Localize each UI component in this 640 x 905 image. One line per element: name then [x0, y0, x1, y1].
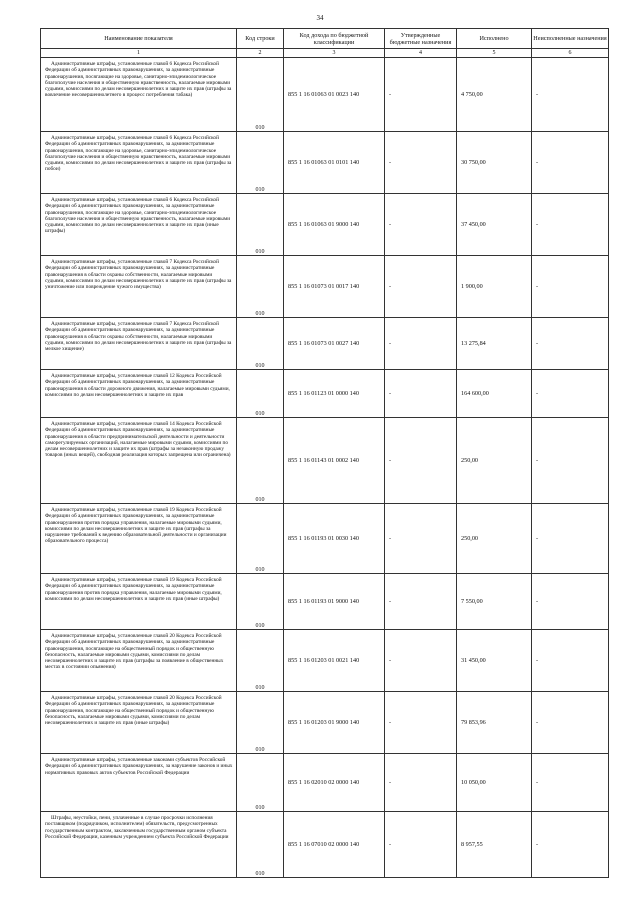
executed-amount: 7 550,00 — [457, 574, 532, 630]
column-number: 3 — [284, 49, 385, 58]
table-row — [41, 418, 609, 504]
table-row — [41, 574, 609, 630]
line-code: 010 — [237, 630, 284, 692]
column-number-row — [41, 49, 609, 58]
income-code: 855 1 16 01203 01 0021 140 — [284, 630, 385, 692]
column-number: 6 — [532, 49, 609, 58]
indicator-name — [41, 630, 237, 692]
line-code: 010 — [237, 58, 284, 132]
approved-amount: - — [385, 256, 457, 318]
unexecuted-amount: - — [532, 692, 609, 754]
income-code: 855 1 16 01063 01 0023 140 — [284, 58, 385, 132]
executed-amount: 250,00 — [457, 418, 532, 504]
approved-amount: - — [385, 418, 457, 504]
line-code: 010 — [237, 574, 284, 630]
indicator-name — [41, 754, 237, 812]
executed-amount: 79 853,96 — [457, 692, 532, 754]
line-code: 010 — [237, 418, 284, 504]
approved-amount: - — [385, 630, 457, 692]
indicator-name-text: Административные штрафы, установленные главой 20 Кодекса Российской Федерации об административных правонарушениях, за административные правонарушения, посягающие на общественный порядок и общественную безопасность, налагаемые мировыми судьями, комиссиями по делам несовершеннолетних и защите их прав (иные штрафы) — [45, 695, 222, 726]
approved-amount: - — [385, 194, 457, 256]
unexecuted-amount: - — [532, 754, 609, 812]
indicator-name — [41, 318, 237, 370]
indicator-name-text: Административные штрафы, установленные главой 6 Кодекса Российской Федерации об административных правонарушениях, за административные правонарушения, посягающие на здоровье, санитарно-эпидемиологическое благополучие населения и общественную нравственность, налагаемые мировыми судьями, комиссиями по делам несовершеннолетних и защите их прав (иные штрафы) — [45, 197, 231, 235]
line-code: 010 — [237, 132, 284, 194]
table-row — [41, 318, 609, 370]
table-row — [41, 58, 609, 132]
table-row — [41, 256, 609, 318]
approved-amount: - — [385, 692, 457, 754]
indicator-name-text: Административные штрафы, установленные законами субъектов Российской Федерации об административных правонарушениях, за нарушение законов и иных нормативных правовых актов субъектов Российской Федерации — [45, 757, 233, 776]
indicator-name-text: Административные штрафы, установленные главой 7 Кодекса Российской Федерации об административных правонарушениях, за административные правонарушения в области охраны собственности, налагаемые мировыми судьями, комиссиями по делам несовершеннолетних и защите их прав (штрафы за уничтожение или повреждение чужого имущества) — [45, 259, 232, 290]
line-code: 010 — [237, 754, 284, 812]
header-approved: Утвержденные бюджетные назначения — [385, 29, 457, 49]
indicator-name-text: Административные штрафы, установленные главой 20 Кодекса Российской Федерации об административных правонарушениях, за административные правонарушения, посягающие на общественный порядок и общественную безопасность, налагаемые мировыми судьями, комиссиями по делам несовершеннолетних и защите их прав (штрафы за появление в общественных местах в состоянии опьянения) — [45, 633, 224, 671]
table-row — [41, 132, 609, 194]
indicator-name-text: Административные штрафы, установленные главой 14 Кодекса Российской Федерации об административных правонарушениях, за административные правонарушения в области предпринимательской деятельности и деятельности саморегулируемых организаций, налагаемые мировыми судьями, комиссиями по делам несовершеннолетних и защите их прав (штрафы за незаконную продажу товаров (иных вещей), свободная реализация которых запрещена или ограничена) — [45, 421, 231, 459]
indicator-name — [41, 418, 237, 504]
approved-amount: - — [385, 754, 457, 812]
income-code: 855 1 16 01063 01 9000 140 — [284, 194, 385, 256]
line-code: 010 — [237, 370, 284, 418]
income-code: 855 1 16 01063 01 0101 140 — [284, 132, 385, 194]
income-code: 855 1 16 01193 01 0030 140 — [284, 504, 385, 574]
income-code: 855 1 16 01073 01 0017 140 — [284, 256, 385, 318]
line-code: 010 — [237, 692, 284, 754]
indicator-name-text: Административные штрафы, установленные главой 19 Кодекса Российской Федерации об административных правонарушениях, за административные правонарушения против порядка управления, налагаемые мировыми судьями, комиссиями по делам несовершеннолетних и защите их прав (штрафы за нарушение требований к ведению образовательной деятельности и организации образовательного процесса) — [45, 507, 227, 545]
indicator-name — [41, 370, 237, 418]
indicator-name — [41, 132, 237, 194]
unexecuted-amount: - — [532, 58, 609, 132]
approved-amount: - — [385, 812, 457, 878]
unexecuted-amount: - — [532, 418, 609, 504]
unexecuted-amount: - — [532, 318, 609, 370]
executed-amount: 164 600,00 — [457, 370, 532, 418]
indicator-name — [41, 504, 237, 574]
income-code: 855 1 16 01193 01 9000 140 — [284, 574, 385, 630]
income-code: 855 1 16 01073 01 0027 140 — [284, 318, 385, 370]
unexecuted-amount: - — [532, 370, 609, 418]
table-row — [41, 754, 609, 812]
line-code: 010 — [237, 504, 284, 574]
approved-amount: - — [385, 370, 457, 418]
column-number: 1 — [41, 49, 237, 58]
unexecuted-amount: - — [532, 132, 609, 194]
table-row — [41, 370, 609, 418]
approved-amount: - — [385, 504, 457, 574]
executed-amount: 10 050,00 — [457, 754, 532, 812]
column-number: 2 — [237, 49, 284, 58]
indicator-name — [41, 194, 237, 256]
header-line-code: Код строки — [237, 29, 284, 49]
executed-amount: 1 900,00 — [457, 256, 532, 318]
income-code: 855 1 16 01203 01 9000 140 — [284, 692, 385, 754]
income-code: 855 1 16 01123 01 0000 140 — [284, 370, 385, 418]
table-row — [41, 630, 609, 692]
indicator-name — [41, 812, 237, 878]
budget-report-table — [40, 28, 609, 878]
approved-amount: - — [385, 574, 457, 630]
executed-amount: 31 450,00 — [457, 630, 532, 692]
table-row — [41, 812, 609, 878]
header-executed: Исполнено — [457, 29, 532, 49]
unexecuted-amount: - — [532, 256, 609, 318]
table-row — [41, 692, 609, 754]
indicator-name-text: Административные штрафы, установленные главой 12 Кодекса Российской Федерации об административных правонарушениях, за административные правонарушения в области дорожного движения, налагаемые мировыми судьями, комиссиями по делам несовершеннолетних и защите их прав — [45, 373, 230, 398]
indicator-name-text: Административные штрафы, установленные главой 6 Кодекса Российской Федерации об административных правонарушениях, за административные правонарушения, посягающие на здоровье, санитарно-эпидемиологическое благополучие населения и общественную нравственность, налагаемые мировыми судьями, комиссиями по делам несовершеннолетних и защите их прав (штрафы за побои) — [45, 135, 232, 173]
header-income-code: Код дохода по бюджетной классификации — [284, 29, 385, 49]
line-code: 010 — [237, 194, 284, 256]
header-unexecuted: Неисполненные назначения — [532, 29, 609, 49]
indicator-name — [41, 58, 237, 132]
line-code: 010 — [237, 812, 284, 878]
approved-amount: - — [385, 318, 457, 370]
unexecuted-amount: - — [532, 574, 609, 630]
table-row — [41, 194, 609, 256]
page-number: 34 — [316, 14, 324, 22]
income-code: 855 1 16 07010 02 0000 140 — [284, 812, 385, 878]
indicator-name-text: Административные штрафы, установленные главой 19 Кодекса Российской Федерации об административных правонарушениях, за административные правонарушения против порядка управления, налагаемые мировыми судьями, комиссиями по делам несовершеннолетних и защите их прав (иные штрафы) — [45, 577, 222, 602]
unexecuted-amount: - — [532, 194, 609, 256]
column-number: 5 — [457, 49, 532, 58]
indicator-name — [41, 692, 237, 754]
header-indicator-name: Наименование показателя — [41, 29, 237, 49]
executed-amount: 4 750,00 — [457, 58, 532, 132]
header-row — [41, 29, 609, 49]
indicator-name-text: Административные штрафы, установленные главой 6 Кодекса Российской Федерации об административных правонарушениях, за административные правонарушения, посягающие на здоровье, санитарно-эпидемиологическое благополучие населения и общественную нравственность, налагаемые мировыми судьями, комиссиями по делам несовершеннолетних и защите их прав (штрафы за вовлечение несовершеннолетнего в процесс потребления табака) — [45, 61, 232, 99]
line-code: 010 — [237, 256, 284, 318]
executed-amount: 37 450,00 — [457, 194, 532, 256]
executed-amount: 8 957,55 — [457, 812, 532, 878]
column-number: 4 — [385, 49, 457, 58]
executed-amount: 13 275,84 — [457, 318, 532, 370]
table-row — [41, 504, 609, 574]
indicator-name — [41, 574, 237, 630]
executed-amount: 250,00 — [457, 504, 532, 574]
indicator-name-text: Штрафы, неустойки, пени, уплаченные в случае просрочки исполнения поставщиком (подрядчиком, исполнителем) обязательств, предусмотренных государственным контрактом, заключенным государственным органом субъекта Российской Федерации, казенным учреждением субъекта Российской Федерации — [45, 815, 229, 840]
indicator-name-text: Административные штрафы, установленные главой 7 Кодекса Российской Федерации об административных правонарушениях, за административные правонарушения в области охраны собственности, налагаемые мировыми судьями, комиссиями по делам несовершеннолетних и защите их прав (штрафы за мелкое хищение) — [45, 321, 232, 352]
unexecuted-amount: - — [532, 812, 609, 878]
unexecuted-amount: - — [532, 630, 609, 692]
income-code: 855 1 16 02010 02 0000 140 — [284, 754, 385, 812]
unexecuted-amount: - — [532, 504, 609, 574]
income-code: 855 1 16 01143 01 0002 140 — [284, 418, 385, 504]
approved-amount: - — [385, 58, 457, 132]
approved-amount: - — [385, 132, 457, 194]
indicator-name — [41, 256, 237, 318]
line-code: 010 — [237, 318, 284, 370]
executed-amount: 30 750,00 — [457, 132, 532, 194]
